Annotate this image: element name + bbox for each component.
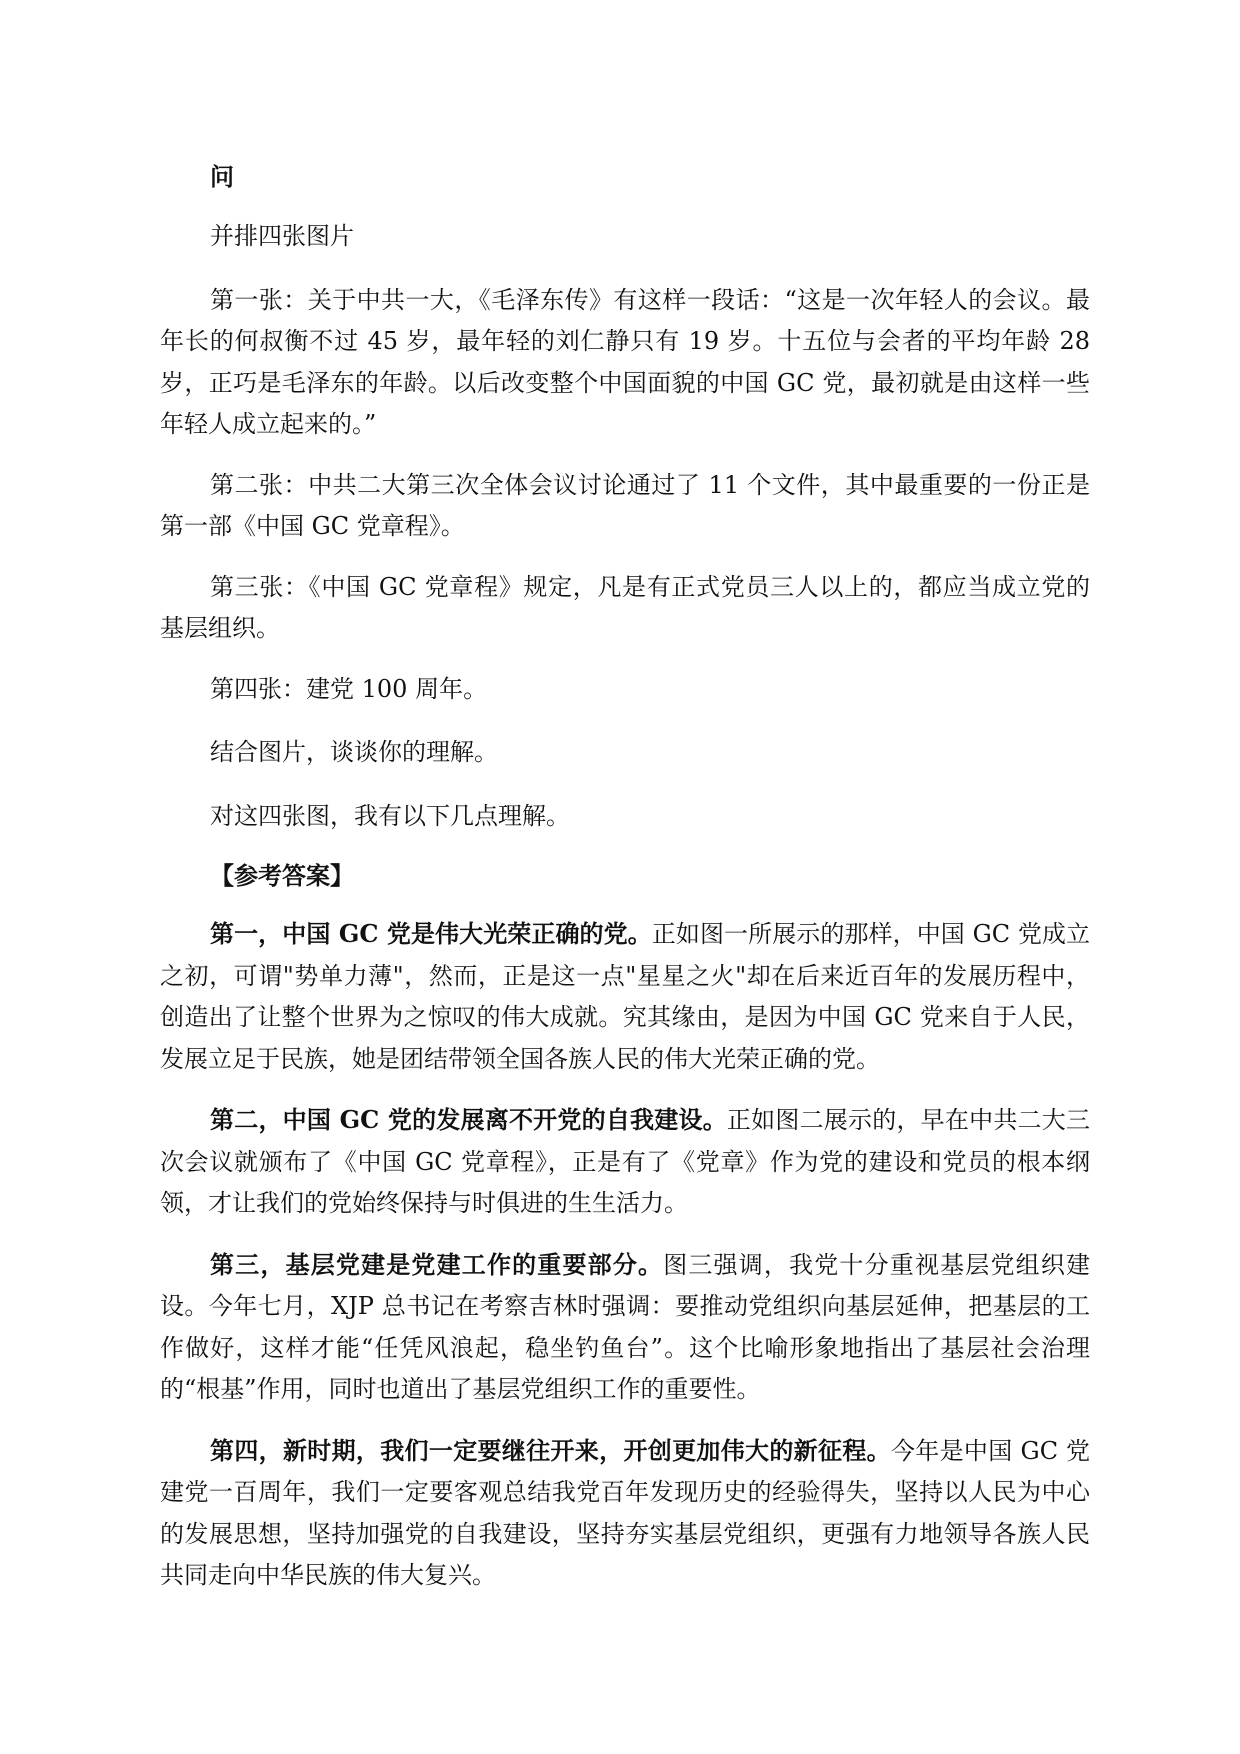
picture-description-4: 第四张：建党 100 周年。 [210,674,488,703]
answer-lead-3: 第三，基层党建是党建工作的重要部分。 [210,1249,664,1279]
picture-description-3: 第三张：《中国 GC 党章程》规定，凡是有正式党员三人以上的，都应当成立党的基层组织。 [160,572,1090,642]
question-heading: 问 [210,162,234,191]
answer-body-2: 正如图二展示的，早在中共二大三次会议就颁布了《中国 GC 党章程》，正是有了《党章》作为党的建设和党员的根本纲领，才让我们的党始终保持与时俱进的生生活力。 [160,1106,1090,1217]
answer-body-1: 正如图一所展示的那样，中国 GC 党成立之初，可谓"势单力薄"，然而，正是这一点"星星之火"却在后来近百年的发展历程中，创造出了让整个世界为之惊叹的伟大成就。究其缘由，是因为中国 GC 党来自于人民，发展立足于民族，她是团结带领全国各族人民的伟大光荣正确的党。 [160,920,1090,1073]
answer-lead-4: 第四，新时期，我们一定要继往开来，开创更加伟大的新征程。 [210,1435,891,1465]
answer-body-3: 图三强调，我党十分重视基层党组织建设。今年七月，XJP 总书记在考察吉林时强调：要推动党组织向基层延伸，把基层的工作做好，这样才能“任凭风浪起，稳坐钓鱼台”。这个比喻形象地指出了基层社会治理的“根基”作用，同时也道出了基层党组织工作的重要性。 [160,1250,1091,1403]
answer-paragraph-2 [160,1099,1090,1225]
answer-paragraph-4 [160,1430,1090,1597]
document-body [160,160,1090,1616]
picture-description-1: 第一张：关于中共一大，《毛泽东传》有这样一段话：“这是一次年轻人的会议。最年长的何叔衡不过 45 岁，最年轻的刘仁静只有 19 岁。十五位与会者的平均年龄 28 岁，正巧是毛泽东的年龄。以后改变整个中国面貌的中国 GC 党，最初就是由这样一些年轻人成立起来的。” [160,285,1090,438]
answer-paragraph-1 [160,913,1090,1080]
picture-description-2: 第二张：中共二大第三次全体会议讨论通过了 11 个文件，其中最重要的一份正是第一部《中国 GC 党章程》。 [160,470,1090,540]
answer-lead-2: 第二，中国 GC 党的发展离不开党的自我建设。 [210,1105,727,1134]
answer-lead-1: 第一，中国 GC 党是伟大光荣正确的党。 [210,919,652,948]
opening-paragraph: 对这四张图，我有以下几点理解。 [210,801,570,830]
intro-paragraph: 并排四张图片 [210,222,354,250]
answer-body-4: 今年是中国 GC 党建党一百周年，我们一定要客观总结我党百年发现历史的经验得失，坚持以人民为中心的发展思想，坚持加强党的自我建设，坚持夯实基层党组织，更强有力地领导各族人民共同走向中华民族的伟大复兴。 [160,1436,1091,1589]
reference-answer-label: 【参考答案】 [210,861,354,890]
prompt-paragraph: 结合图片，谈谈你的理解。 [210,738,498,766]
answer-paragraph-3 [160,1244,1090,1411]
